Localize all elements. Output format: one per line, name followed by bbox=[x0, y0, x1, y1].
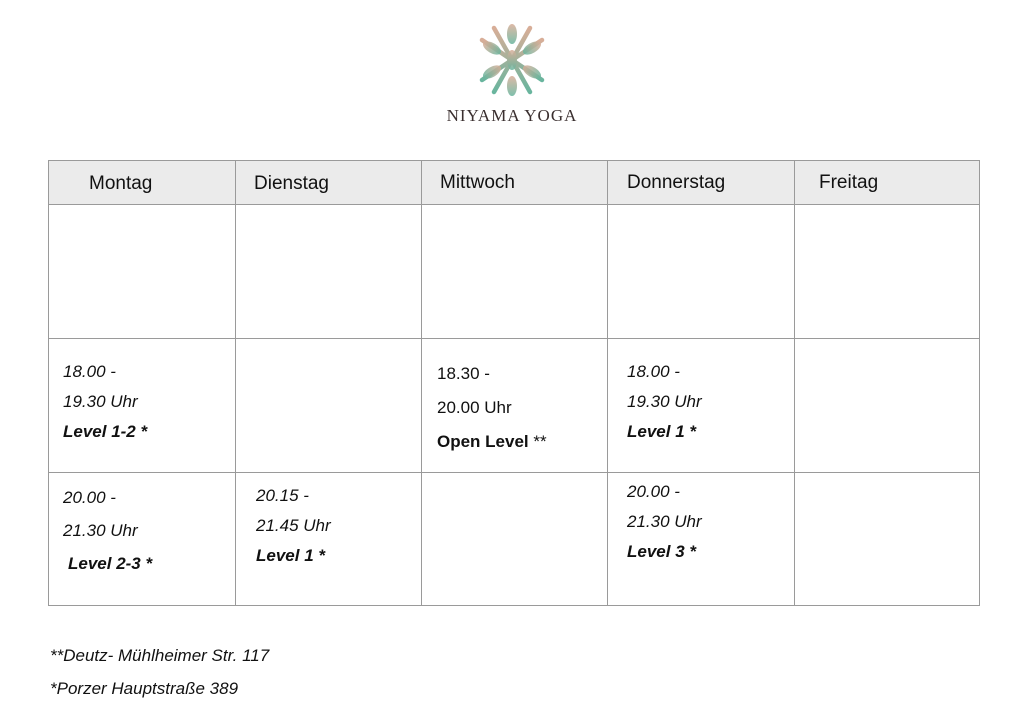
footnote-deutz: **Deutz- Mühlheimer Str. 117 bbox=[50, 646, 270, 665]
column-divider bbox=[421, 161, 422, 605]
class-monday-evening-1: 18.00 - 19.30 Uhr Level 1-2 * bbox=[63, 362, 148, 441]
footnote-porz: *Porzer Hauptstraße 389 bbox=[50, 679, 239, 698]
class-wednesday-evening: 18.30 - 20.00 Uhr Open Level ** bbox=[437, 364, 547, 451]
row-divider bbox=[49, 338, 979, 339]
row-divider bbox=[49, 472, 979, 473]
class-thursday-evening-1: 18.00 - 19.30 Uhr Level 1 * bbox=[627, 362, 702, 441]
header-montag: Montag bbox=[89, 173, 153, 194]
header-freitag: Freitag bbox=[819, 172, 879, 193]
column-divider bbox=[235, 161, 236, 605]
class-thursday-evening-2: 20.00 - 21.30 Uhr Level 3 * bbox=[627, 482, 702, 561]
brand-name: NIYAMA YOGA bbox=[446, 106, 578, 125]
header-mittwoch: Mittwoch bbox=[440, 172, 515, 193]
schedule-table bbox=[48, 160, 980, 606]
class-tuesday-evening: 20.15 - 21.45 Uhr Level 1 * bbox=[256, 486, 331, 565]
column-divider bbox=[607, 161, 608, 605]
class-monday-evening-2: 20.00 - 21.30 Uhr Level 2-3 * bbox=[63, 488, 153, 573]
header-dienstag: Dienstag bbox=[254, 173, 329, 194]
flower-of-life-logo-icon bbox=[470, 18, 554, 102]
header-donnerstag: Donnerstag bbox=[627, 172, 726, 193]
column-divider bbox=[794, 161, 795, 605]
